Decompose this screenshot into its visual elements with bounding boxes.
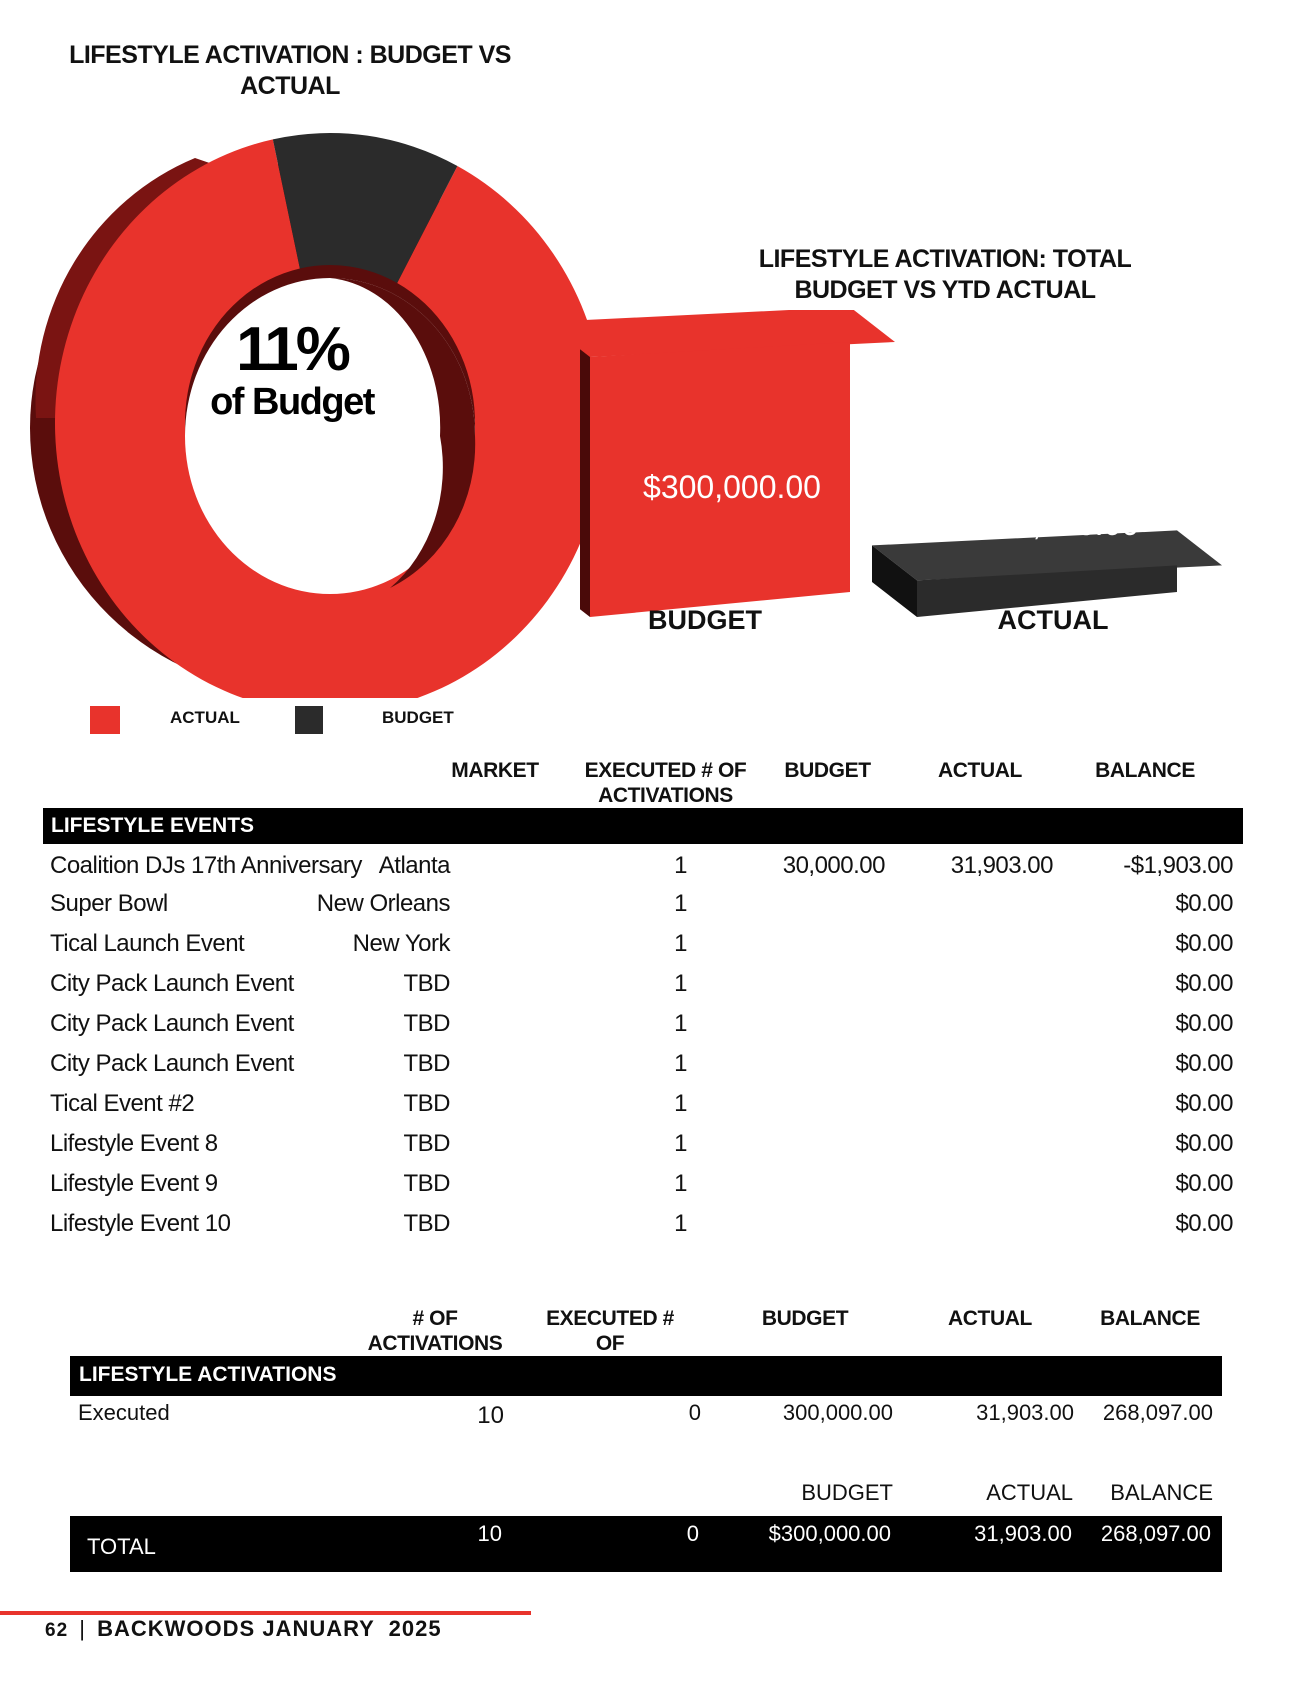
act-header-balance: BALANCE <box>1100 1307 1200 1330</box>
cell-executed: 1 <box>674 1170 687 1197</box>
cell-executed: 1 <box>674 852 687 879</box>
bar-value-label-budget: $300,000.00 <box>643 469 821 505</box>
table-row <box>50 1004 1240 1044</box>
table-row <box>50 884 1240 924</box>
total-executed: 0 <box>686 1521 699 1546</box>
cell-balance: $0.00 <box>1175 1210 1233 1237</box>
cell-balance: $0.00 <box>1175 970 1233 997</box>
cell-market: New Orleans <box>316 890 450 917</box>
legend-swatch-actual <box>90 706 120 734</box>
cell-actual: 31,903.00 <box>950 852 1053 879</box>
table-row <box>50 846 1240 886</box>
table-row <box>50 924 1240 964</box>
act-header-budget: BUDGET <box>761 1307 849 1330</box>
table-row <box>50 1084 1240 1124</box>
total-actual: 31,903.00 <box>974 1521 1072 1546</box>
cell-market: TBD <box>403 1090 450 1117</box>
bar-value-label-actual: $31,903.00 <box>978 506 1140 542</box>
cell-balance: $0.00 <box>1175 1130 1233 1157</box>
cell-name: Super Bowl <box>50 890 168 917</box>
activation-budget: 300,000.00 <box>782 1400 893 1425</box>
bar-category-label-actual: ACTUAL <box>997 605 1109 635</box>
bar-chart-title-text: LIFESTYLE ACTIVATION: TOTAL BUDGET VS YTD ACTUAL <box>758 245 1132 304</box>
publication-name: BACKWOODS JANUARY 2025 <box>97 1616 442 1641</box>
total-label: TOTAL <box>87 1534 156 1559</box>
cell-market: New York <box>352 930 450 957</box>
activation-actual: 31,903.00 <box>976 1400 1074 1425</box>
cell-name: Lifestyle Event 8 <box>50 1130 218 1157</box>
cell-budget: 30,000.00 <box>782 852 885 879</box>
table-row <box>50 1124 1240 1164</box>
col-header-balance: BALANCE <box>1095 759 1195 782</box>
total-header-actual: ACTUAL <box>986 1480 1073 1505</box>
cell-name: City Pack Launch Event <box>50 970 294 997</box>
bar-chart-title <box>740 244 1150 306</box>
legend-label-budget: BUDGET <box>382 708 454 727</box>
cell-market: TBD <box>403 1170 450 1197</box>
donut-center-label: of Budget <box>210 381 374 423</box>
cell-market: Atlanta <box>378 852 450 879</box>
cell-executed: 1 <box>674 1050 687 1077</box>
bar-chart <box>580 310 1280 690</box>
table-row <box>50 964 1240 1004</box>
cell-balance: $0.00 <box>1175 1170 1233 1197</box>
table-row <box>50 1164 1240 1204</box>
cell-balance: $0.00 <box>1175 1050 1233 1077</box>
cell-balance: $0.00 <box>1175 890 1233 917</box>
total-budget: $300,000.00 <box>768 1521 891 1546</box>
cell-balance: $0.00 <box>1175 930 1233 957</box>
cell-name: Tical Launch Event <box>50 930 245 957</box>
cell-name: Coalition DJs 17th Anniversary <box>50 852 362 879</box>
donut-chart <box>30 118 590 698</box>
cell-executed: 1 <box>674 1210 687 1237</box>
cell-market: TBD <box>403 1210 450 1237</box>
footer-rule <box>0 1611 531 1615</box>
section-bar-lifestyle-events <box>43 808 1243 844</box>
activation-executed: 0 <box>688 1400 701 1425</box>
legend <box>90 700 454 736</box>
cell-name: Tical Event #2 <box>50 1090 195 1117</box>
activation-label: Executed <box>78 1400 170 1425</box>
legend-label-actual: ACTUAL <box>170 708 240 727</box>
activation-count: 10 <box>477 1402 504 1429</box>
footer <box>45 1616 442 1642</box>
cell-name: City Pack Launch Event <box>50 1050 294 1077</box>
cell-executed: 1 <box>674 890 687 917</box>
cell-market: TBD <box>403 1010 450 1037</box>
total-balance: 268,097.00 <box>1100 1521 1211 1546</box>
cell-name: Lifestyle Event 9 <box>50 1170 218 1197</box>
cell-executed: 1 <box>674 1130 687 1157</box>
cell-market: TBD <box>403 1130 450 1157</box>
cell-executed: 1 <box>674 930 687 957</box>
table-row <box>50 1204 1240 1244</box>
cell-executed: 1 <box>674 970 687 997</box>
legend-swatch-budget <box>295 706 323 734</box>
donut-chart-title <box>60 40 520 102</box>
donut-center-value: 11% <box>236 315 348 384</box>
cell-market: TBD <box>403 1050 450 1077</box>
col-header-actual: ACTUAL <box>938 759 1022 782</box>
act-header-actual: ACTUAL <box>948 1307 1032 1330</box>
act-header-count: # OF ACTIVATIONS <box>367 1307 503 1355</box>
cell-balance: $0.00 <box>1175 1010 1233 1037</box>
col-header-market: MARKET <box>451 759 539 782</box>
total-count: 10 <box>477 1521 502 1546</box>
bar-side-budget <box>580 322 590 617</box>
total-bar <box>70 1516 1222 1572</box>
cell-balance: $0.00 <box>1175 1090 1233 1117</box>
cell-executed: 1 <box>674 1090 687 1117</box>
cell-market: TBD <box>403 970 450 997</box>
bar-category-label-budget: BUDGET <box>648 605 762 635</box>
donut-chart-title-text: LIFESTYLE ACTIVATION : BUDGET VS ACTUAL <box>69 41 511 100</box>
section-bar-lifestyle-activations <box>70 1356 1222 1396</box>
cell-balance: -$1,903.00 <box>1123 852 1233 879</box>
table-row <box>50 1044 1240 1084</box>
activation-row <box>0 1398 1294 1438</box>
total-header-balance: BALANCE <box>1110 1480 1213 1505</box>
section-title: LIFESTYLE ACTIVATIONS <box>79 1363 337 1386</box>
cell-executed: 1 <box>674 1010 687 1037</box>
page-number: 62 <box>45 1620 69 1641</box>
col-header-budget: BUDGET <box>784 759 871 782</box>
cell-name: City Pack Launch Event <box>50 1010 294 1037</box>
footer-separator: | <box>79 1616 86 1641</box>
col-header-executed: EXECUTED # OF ACTIVATIONS <box>584 759 747 807</box>
total-headers <box>0 1480 1294 1510</box>
section-title: LIFESTYLE EVENTS <box>51 814 255 837</box>
act-header-executed: EXECUTED # OF <box>546 1307 674 1355</box>
total-header-budget: BUDGET <box>801 1480 893 1505</box>
activation-balance: 268,097.00 <box>1102 1400 1213 1425</box>
cell-name: Lifestyle Event 10 <box>50 1210 231 1237</box>
